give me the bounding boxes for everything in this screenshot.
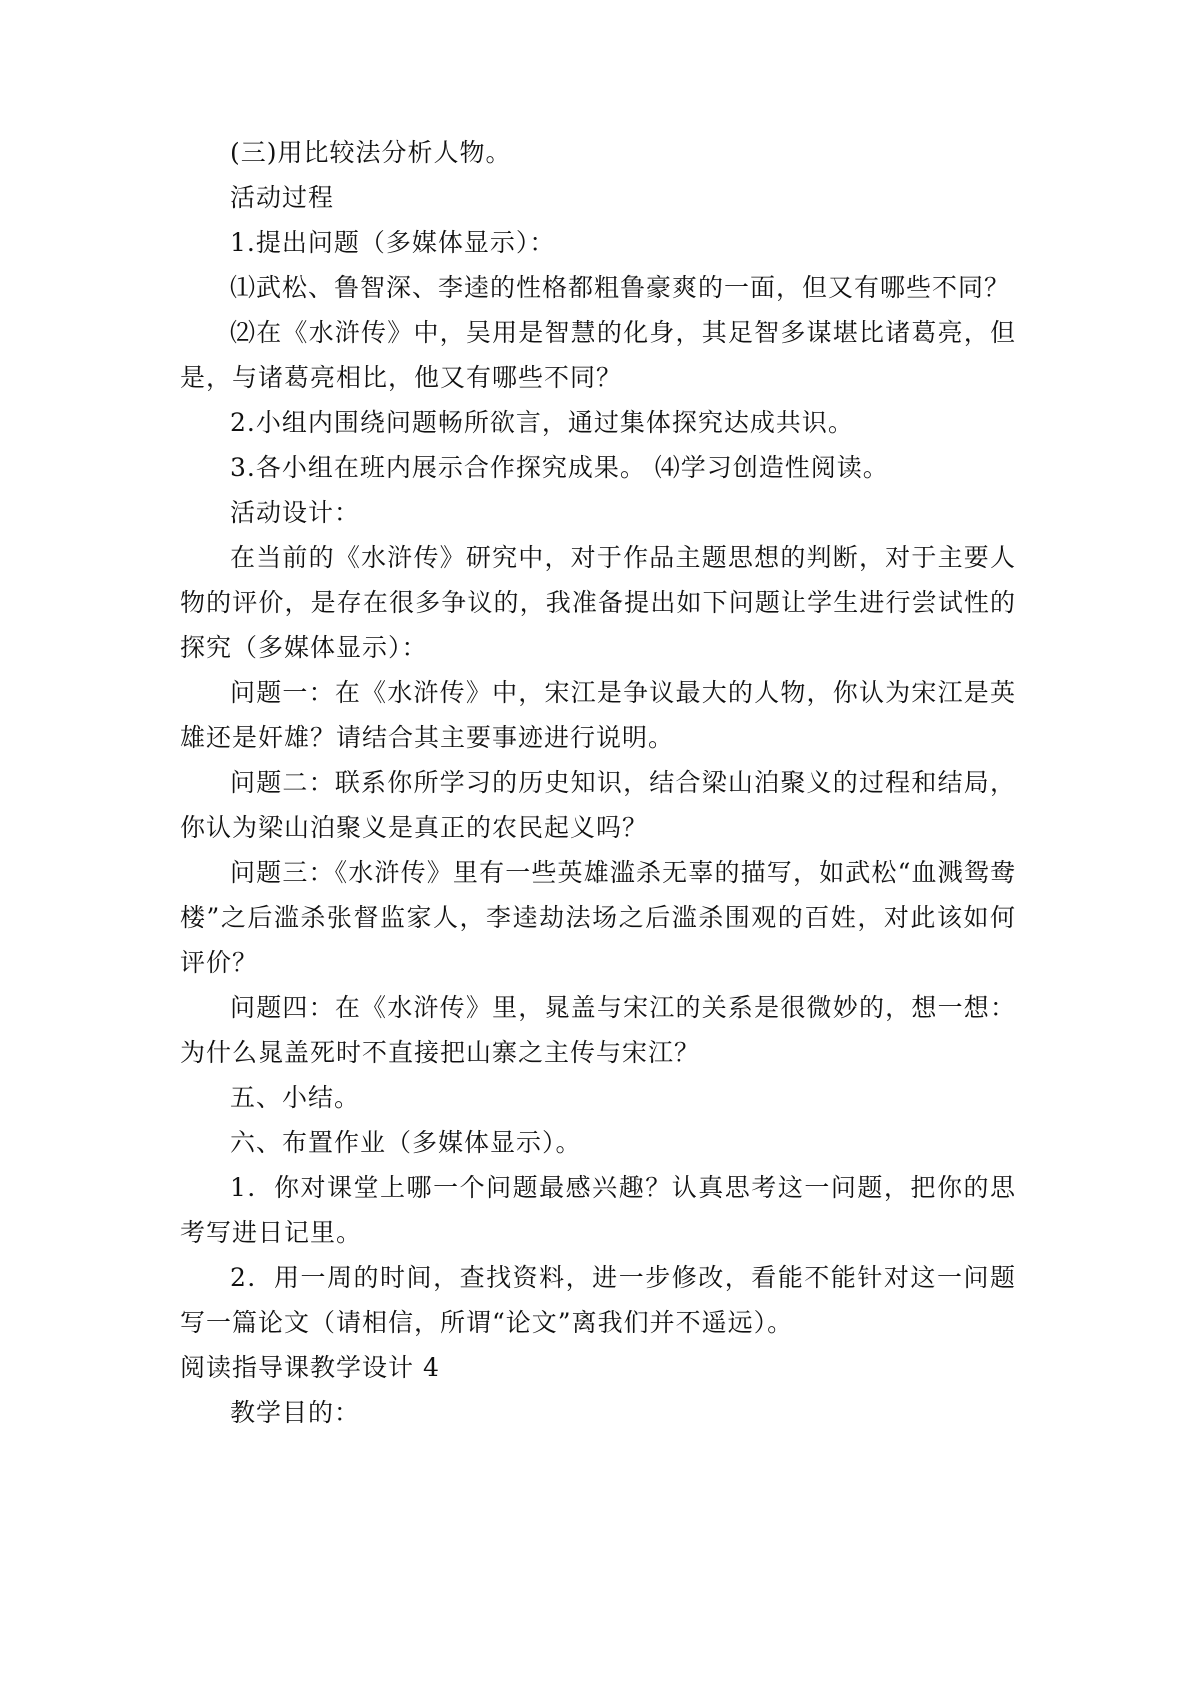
paragraph-3: 1.提出问题（多媒体显示）： bbox=[230, 228, 556, 257]
paragraph-14: 五、小结。 bbox=[230, 1083, 361, 1112]
paragraph-7: 3.各小组在班内展示合作探究成果。 ⑷学习创造性阅读。 bbox=[230, 453, 889, 482]
paragraph-9: 在当前的《水浒传》研究中，对于作品主题思想的判断，对于主要人物的评价，是存在很多争议的，我准备提出如下问题让学生进行尝试性的探究（多媒体显示）： bbox=[180, 543, 1016, 662]
paragraph-2: 活动过程 bbox=[230, 183, 335, 212]
section-heading: 阅读指导课教学设计 4 bbox=[180, 1353, 440, 1382]
paragraph-1: (三)用比较法分析人物。 bbox=[230, 138, 512, 167]
document-body bbox=[180, 130, 1016, 1435]
paragraph-16: 1．你对课堂上哪一个问题最感兴趣？认真思考这一问题，把你的思考写进日记里。 bbox=[180, 1173, 1016, 1247]
paragraph-10: 问题一：在《水浒传》中，宋江是争议最大的人物，你认为宋江是英雄还是奸雄？请结合其主要事迹进行说明。 bbox=[180, 678, 1016, 752]
paragraph-after-heading: 教学目的： bbox=[230, 1398, 361, 1427]
paragraph-5: ⑵在《水浒传》中，吴用是智慧的化身，其足智多谋堪比诸葛亮，但是，与诸葛亮相比，他又有哪些不同？ bbox=[180, 318, 1016, 392]
paragraph-13: 问题四：在《水浒传》里，晁盖与宋江的关系是很微妙的，想一想：为什么晁盖死时不直接把山寨之主传与宋江？ bbox=[180, 993, 1016, 1067]
paragraph-8: 活动设计： bbox=[230, 498, 361, 527]
paragraph-6: 2.小组内围绕问题畅所欲言，通过集体探究达成共识。 bbox=[230, 408, 854, 437]
paragraph-17: 2．用一周的时间，查找资料，进一步修改，看能不能针对这一问题写一篇论文（请相信，所谓“论文”离我们并不遥远）。 bbox=[180, 1263, 1016, 1337]
paragraph-11: 问题二：联系你所学习的历史知识，结合梁山泊聚义的过程和结局，你认为梁山泊聚义是真正的农民起义吗？ bbox=[180, 768, 1016, 842]
paragraph-12: 问题三：《水浒传》里有一些英雄滥杀无辜的描写，如武松“血溅鸳鸯楼”之后滥杀张督监家人，李逵劫法场之后滥杀围观的百姓，对此该如何评价？ bbox=[180, 858, 1016, 977]
paragraph-15: 六、布置作业（多媒体显示）。 bbox=[230, 1128, 582, 1157]
paragraph-4: ⑴武松、鲁智深、李逵的性格都粗鲁豪爽的一面，但又有哪些不同？ bbox=[230, 273, 1011, 302]
